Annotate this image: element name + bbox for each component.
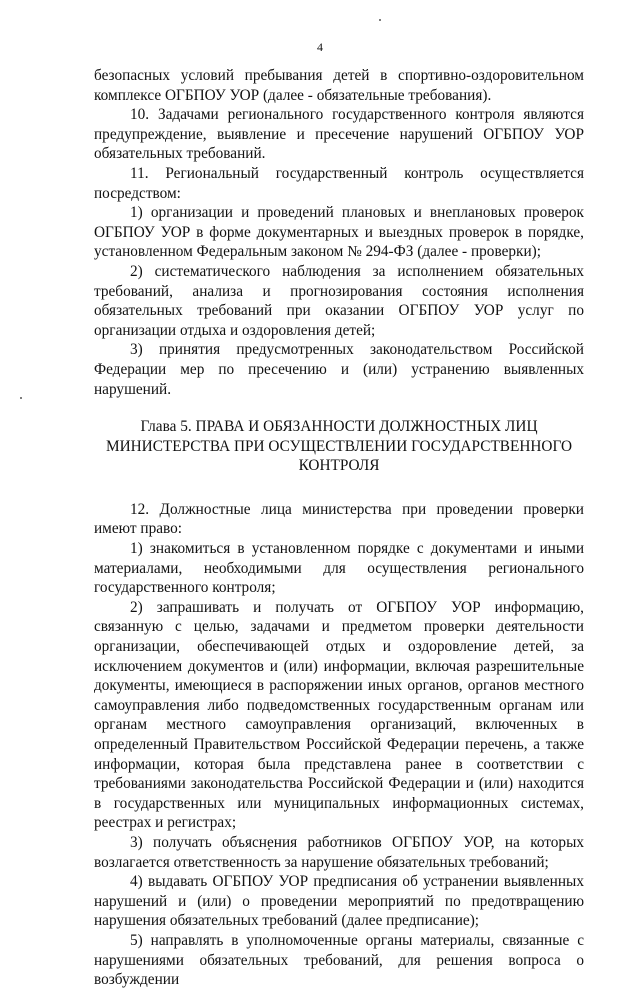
paragraph-item-10: 10. Задачами регионального государственного контроля являются предупреждение, выявление и пресечение нарушений ОГБПОУ УОР обязательных требований. [94, 106, 584, 163]
paragraph-item-11-3: 3) принятия предусмотренных законодательством Российской Федерации мер по пресечению и (или) устранению выявленных нарушений. [94, 341, 584, 398]
paragraph-item-12-2: 2) запрашивать и получать от ОГБПОУ УОР информацию, связанную с целью, задачами и предметом проверки деятельности организации, обеспечивающей отдых и оздоровление детей, за исключением документов и (или) информации, включая разрешительные документы, имеющиеся в распоряжении иных органов, органов местного самоуправления либо подведомственных государственным органам или органам местного самоуправления организаций, включенных в определенный Правительством Российской Федерации перечень, а также информации, которая была представлена ранее в соответствии с требованиями законодательства Российской Федерации и (или) находится в государственных или муниципальных информационных системах, реестрах и регистрах; [94, 598, 584, 832]
document-body [94, 66, 584, 990]
paragraph-item-12-5: 5) направлять в уполномоченные органы материалы, связанные с нарушениями обязательных требований, для решения вопроса о возбуждении [94, 931, 584, 989]
paragraph-item-12-4: 4) выдавать ОГБПОУ УОР предписания об устранении выявленных нарушений и (или) о проведении мероприятий по предотвращению нарушения обязательных требований (далее предписание); [94, 873, 584, 930]
paragraph-item-11-1: 1) организации и проведений плановых и внеплановых проверок ОГБПОУ УОР в форме документарных и выездных проверок в порядке, установленном Федеральным законом № 294-ФЗ (далее - проверки); [94, 204, 584, 261]
paragraph-item-12-1: 1) знакомиться в установленном порядке с документами и иными материалами, необходимыми для осуществления регионального государственного контроля; [94, 540, 584, 597]
scan-speck [20, 397, 22, 399]
paragraph-continuation: безопасных условий пребывания детей в спортивно-оздоровительном комплексе ОГБПОУ УОР (далее - обязательные требования). [94, 67, 584, 104]
paragraph-item-11-2: 2) систематического наблюдения за исполнением обязательных требований, анализа и прогнозирования состояния исполнения обязательных требований при оказании ОГБПОУ УОР услуг по организации отдыха и оздоровления детей; [94, 262, 584, 339]
paragraph-item-11: 11. Региональный государственный контроль осуществляется посредством: [94, 164, 584, 202]
page-number: 4 [317, 40, 323, 54]
paragraph-item-12-3: 3) получать объяснения работников ОГБПОУ УОР, на которых возлагается ответственность за нарушение обязательных требований; [94, 833, 584, 871]
paragraph-item-12: 12. Должностные лица министерства при проведении проверки имеют право: [94, 500, 584, 538]
scan-speck [379, 19, 381, 21]
chapter-heading: Глава 5. ПРАВА И ОБЯЗАННОСТИ ДОЛЖНОСТНЫХ ЛИЦ МИНИСТЕРСТВА ПРИ ОСУЩЕСТВЛЕНИИ ГОСУДАРСТВЕННОГО КОНТРОЛЯ [105, 418, 572, 475]
